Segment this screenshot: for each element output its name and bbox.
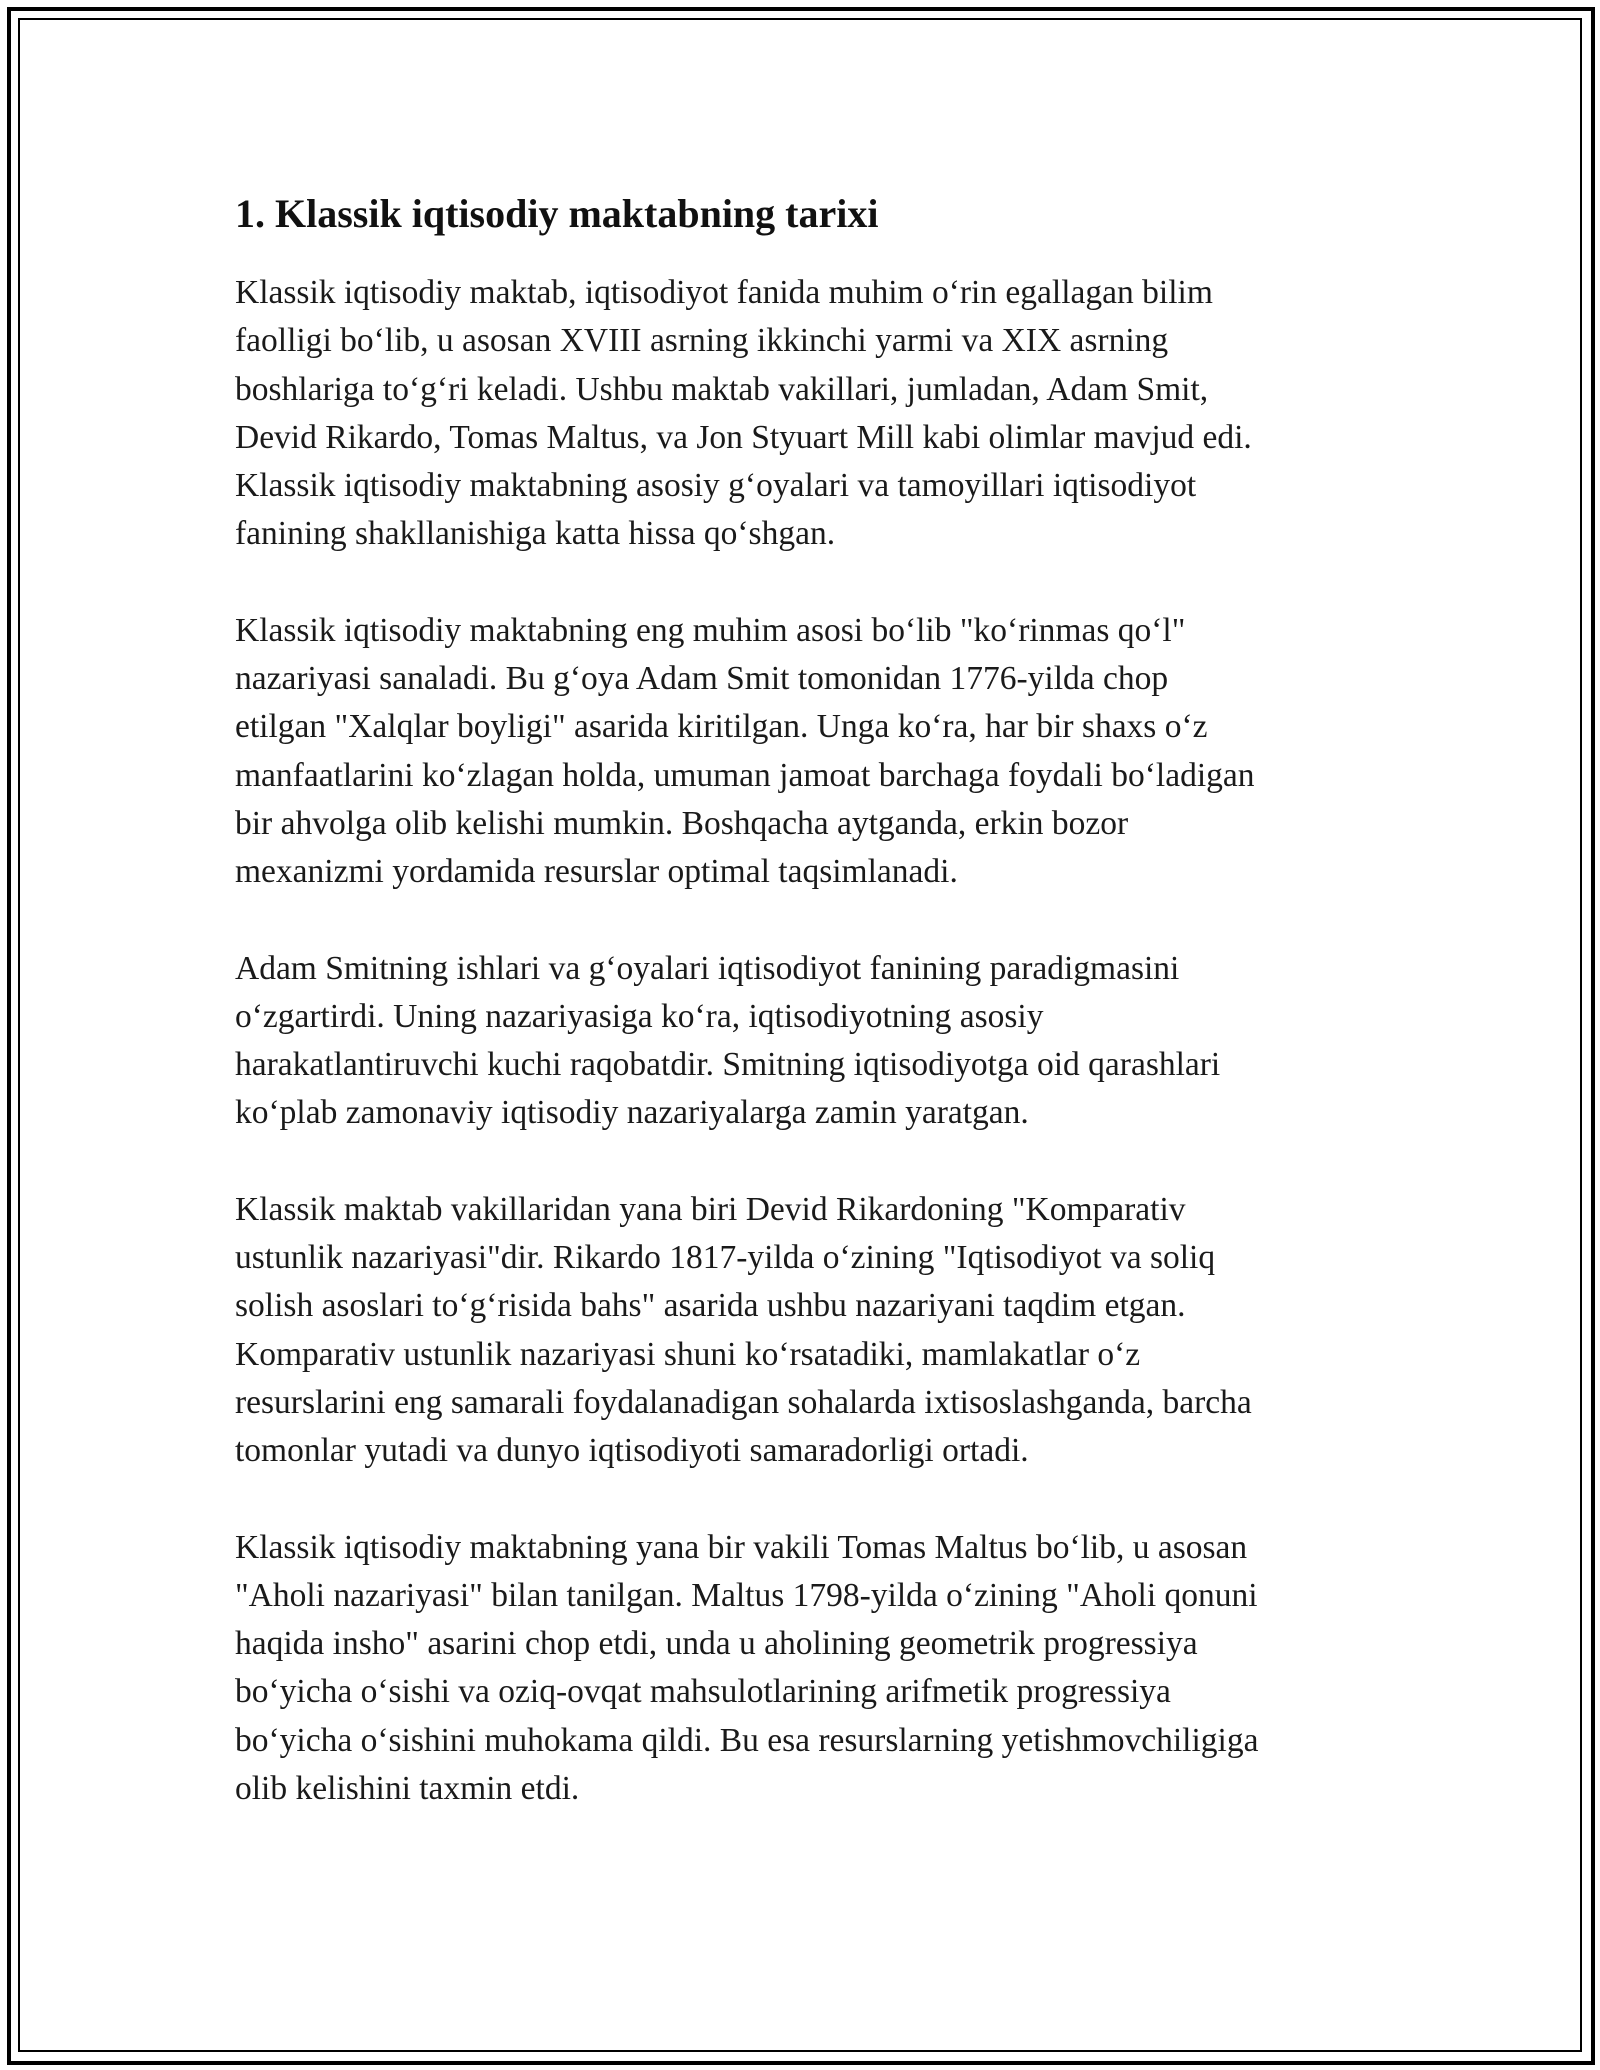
paragraph-line: harakatlantiruvchi kuchi raqobatdir. Smitning iqtisodiyotga oid qarashlari [235, 1046, 1221, 1084]
paragraph-line: faolligi bo‘lib, u asosan XVIII asrning ikkinchi yarmi va XIX asrning [235, 322, 1169, 360]
body-paragraph-5 [235, 1524, 1365, 1814]
paragraph-line: ustunlik nazariyasi"dir. Rikardo 1817-yilda o‘zining "Iqtisodiyot va soliq [235, 1239, 1216, 1277]
paragraph-line: haqida insho" asarini chop etdi, unda u aholining geometrik progressiya [235, 1625, 1198, 1663]
paragraph-line: mexanizmi yordamida resurslar optimal taqsimlanadi. [235, 853, 958, 891]
paragraph-line: bo‘yicha o‘sishini muhokama qildi. Bu esa resurslarning yetishmovchiligiga [235, 1721, 1259, 1759]
paragraph-line: tomonlar yutadi va dunyo iqtisodiyoti samaradorligi ortadi. [235, 1432, 1029, 1470]
paragraph-line: resurslarini eng samarali foydalanadigan sohalarda ixtisoslashganda, barcha [235, 1383, 1252, 1421]
document-page [235, 185, 1365, 1861]
body-paragraph-3 [235, 945, 1365, 1138]
paragraph-line: olib kelishini taxmin etdi. [235, 1770, 580, 1808]
paragraph-line: Adam Smitning ishlari va g‘oyalari iqtisodiyot fanining paradigmasini [235, 949, 1180, 987]
paragraph-line: manfaatlarini ko‘zlagan holda, umuman jamoat barchaga foydali bo‘ladigan [235, 756, 1255, 794]
paragraph-line: Klassik iqtisodiy maktabning eng muhim asosi bo‘lib "ko‘rinmas qo‘l" [235, 611, 1186, 649]
paragraph-line: solish asoslari to‘g‘risida bahs" asarida ushbu nazariyani taqdim etgan. [235, 1287, 1186, 1325]
paragraph-line: fanining shakllanishiga katta hissa qo‘shgan. [235, 515, 836, 553]
body-paragraph-2 [235, 607, 1365, 897]
paragraph-line: Devid Rikardo, Tomas Maltus, va Jon Styuart Mill kabi olimlar mavjud edi. [235, 418, 1252, 456]
paragraph-line: ko‘plab zamonaviy iqtisodiy nazariyalarga zamin yaratgan. [235, 1094, 1029, 1132]
paragraph-line: Komparativ ustunlik nazariyasi shuni ko‘rsatadiki, mamlakatlar o‘z [235, 1335, 1141, 1373]
section-heading: 1. Klassik iqtisodiy maktabning tarixi [235, 191, 879, 236]
paragraph-line: nazariyasi sanaladi. Bu g‘oya Adam Smit tomonidan 1776-yilda chop [235, 660, 1169, 698]
paragraph-line: bir ahvolga olib kelishi mumkin. Boshqacha aytganda, erkin bozor [235, 804, 1129, 842]
paragraph-line: Klassik maktab vakillaridan yana biri Devid Rikardoning "Komparativ [235, 1190, 1186, 1228]
body-paragraph-1 [235, 269, 1365, 559]
paragraph-line: "Aholi nazariyasi" bilan tanilgan. Maltus 1798-yilda o‘zining "Aholi qonuni [235, 1576, 1258, 1614]
paragraph-line: o‘zgartirdi. Uning nazariyasiga ko‘ra, iqtisodiyotning asosiy [235, 997, 1044, 1035]
paragraph-list [235, 269, 1365, 1813]
body-paragraph-4 [235, 1186, 1365, 1476]
paragraph-line: etilgan "Xalqlar boyligi" asarida kiritilgan. Unga ko‘ra, har bir shaxs o‘z [235, 708, 1208, 746]
paragraph-line: Klassik iqtisodiy maktab, iqtisodiyot fanida muhim o‘rin egallagan bilim [235, 274, 1213, 311]
paragraph-line: Klassik iqtisodiy maktabning asosiy g‘oyalari va tamoyillari iqtisodiyot [235, 467, 1197, 505]
paragraph-line: boshlariga to‘g‘ri keladi. Ushbu maktab vakillari, jumladan, Adam Smit, [235, 370, 1209, 408]
paragraph-line: Klassik iqtisodiy maktabning yana bir vakili Tomas Maltus bo‘lib, u asosan [235, 1528, 1248, 1566]
paragraph-line: bo‘yicha o‘sishi va oziq-ovqat mahsulotlarining arifmetik progressiya [235, 1673, 1171, 1711]
